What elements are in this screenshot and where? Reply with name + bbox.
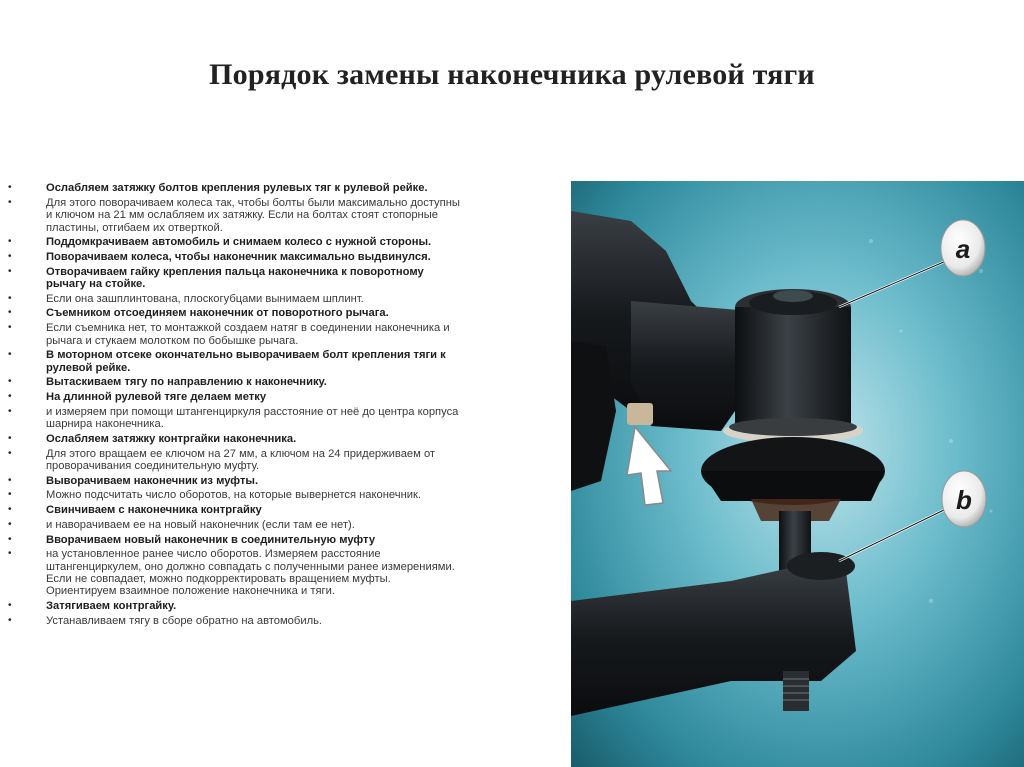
step-text: Поддомкрачиваем автомобиль и снимаем колесо с нужной стороны.: [46, 236, 432, 249]
step-text: Если съемника нет, то монтажкой создаем натяг в соединении наконечника и рычага и стукаем молотком по бобышке рычага.: [46, 322, 450, 347]
step-item: [8, 600, 463, 612]
step-text: Затягиваем контргайку.: [46, 600, 177, 613]
step-item: [8, 391, 463, 403]
step-text: Для этого поворачиваем колеса так, чтобы болты были максимально доступны и ключом на 21 мм ослабляем их затяжку. Если на болтах стоят стопорные пластины, отгибаем их отверткой.: [46, 196, 460, 234]
bullet-icon: •: [8, 182, 12, 193]
bullet-icon: •: [8, 322, 12, 334]
bullet-icon: •: [8, 548, 12, 560]
bullet-icon: •: [8, 307, 12, 319]
tie-rod-photo: [571, 181, 1024, 767]
bullet-icon: •: [8, 489, 12, 501]
step-item: [8, 266, 463, 291]
step-text: и измеряем при помощи штангенциркуля расстояние от неё до центра корпуса шарнира наконечника.: [46, 405, 459, 431]
step-item: [8, 197, 463, 234]
bullet-icon: •: [8, 349, 12, 361]
step-item: [8, 307, 463, 319]
bullet-icon: •: [8, 600, 12, 612]
step-item: [8, 448, 463, 473]
bullet-icon: •: [8, 391, 12, 403]
step-text: Для этого вращаем ее ключом на 27 мм, а ключом на 24 придерживаем от проворачивания соединительную муфту.: [46, 447, 436, 472]
step-text: Ослабляем затяжку болтов крепления рулевых тяг к рулевой рейке.: [46, 182, 428, 194]
step-item: [8, 615, 463, 627]
bullet-icon: •: [8, 447, 12, 459]
bullet-icon: •: [8, 518, 12, 530]
label-b-text: b: [956, 485, 972, 515]
page-title: Порядок замены наконечника рулевой тяги: [209, 58, 815, 91]
step-text: Отворачиваем гайку крепления пальца наконечника к поворотному рычагу на стойке.: [46, 265, 424, 291]
step-text: и наворачиваем ее на новый наконечник (если там ее нет).: [46, 518, 355, 531]
label-a-marker: [941, 220, 985, 276]
step-item: [8, 504, 463, 516]
bullet-icon: •: [8, 474, 12, 486]
bullet-icon: •: [8, 292, 12, 304]
step-item: [8, 433, 463, 445]
step-text: Выворачиваем наконечник из муфты.: [46, 474, 259, 487]
bullet-icon: •: [8, 265, 12, 277]
step-item: [8, 293, 463, 305]
step-item: [8, 322, 463, 347]
step-text: на установленное ранее число оборотов. Измеряем расстояние штангенциркулем, оно должно совпадать с полученными ранее измерениями. Если не совпадает, можно подкорректировать вращением муфты. Ориентируем взаимное положение наконечника и тяги.: [46, 548, 455, 598]
step-text: Свинчиваем с наконечника контргайку: [46, 504, 262, 517]
step-text: Можно подсчитать число оборотов, на которые вывернется наконечник.: [46, 489, 422, 502]
bullet-icon: •: [8, 236, 12, 248]
step-item: [8, 376, 463, 388]
step-item: [8, 475, 463, 487]
bullet-icon: •: [8, 405, 12, 417]
bullet-icon: •: [8, 614, 12, 626]
step-text: Съемником отсоединяем наконечник от поворотного рычага.: [46, 307, 389, 320]
step-item: [8, 182, 463, 194]
bullet-icon: •: [8, 250, 12, 262]
tie-rod-illustration: [571, 181, 1024, 767]
step-text: В моторном отсеке окончательно выворачиваем болт крепления тяги к рулевой рейке.: [46, 349, 446, 374]
bullet-icon: •: [8, 432, 12, 444]
bullet-icon: •: [8, 196, 12, 208]
step-item: [8, 489, 463, 501]
step-text: Вытаскиваем тягу по направлению к наконечнику.: [46, 376, 327, 389]
label-b-marker: [942, 471, 986, 527]
step-item: [8, 349, 463, 374]
step-item: [8, 236, 463, 248]
bullet-icon: •: [8, 533, 12, 545]
bullet-icon: •: [8, 504, 12, 516]
step-item: [8, 548, 463, 598]
step-text: Если она зашплинтована, плоскогубцами вынимаем шплинт.: [46, 292, 364, 305]
bullet-icon: •: [8, 376, 12, 388]
step-text: Устанавливаем тягу в сборе обратно на автомобиль.: [46, 614, 323, 627]
steps-list: [8, 182, 463, 630]
label-a-text: a: [955, 234, 971, 264]
step-text: Поворачиваем колеса, чтобы наконечник максимально выдвинулся.: [46, 250, 431, 263]
step-item: [8, 534, 463, 546]
step-text: На длинной рулевой тяге делаем метку: [46, 391, 267, 404]
step-text: Вворачиваем новый наконечник в соединительную муфту: [46, 533, 376, 546]
step-text: Ослабляем затяжку контргайки наконечника.: [46, 432, 297, 445]
step-item: [8, 251, 463, 263]
step-item: [8, 406, 463, 431]
step-item: [8, 519, 463, 531]
